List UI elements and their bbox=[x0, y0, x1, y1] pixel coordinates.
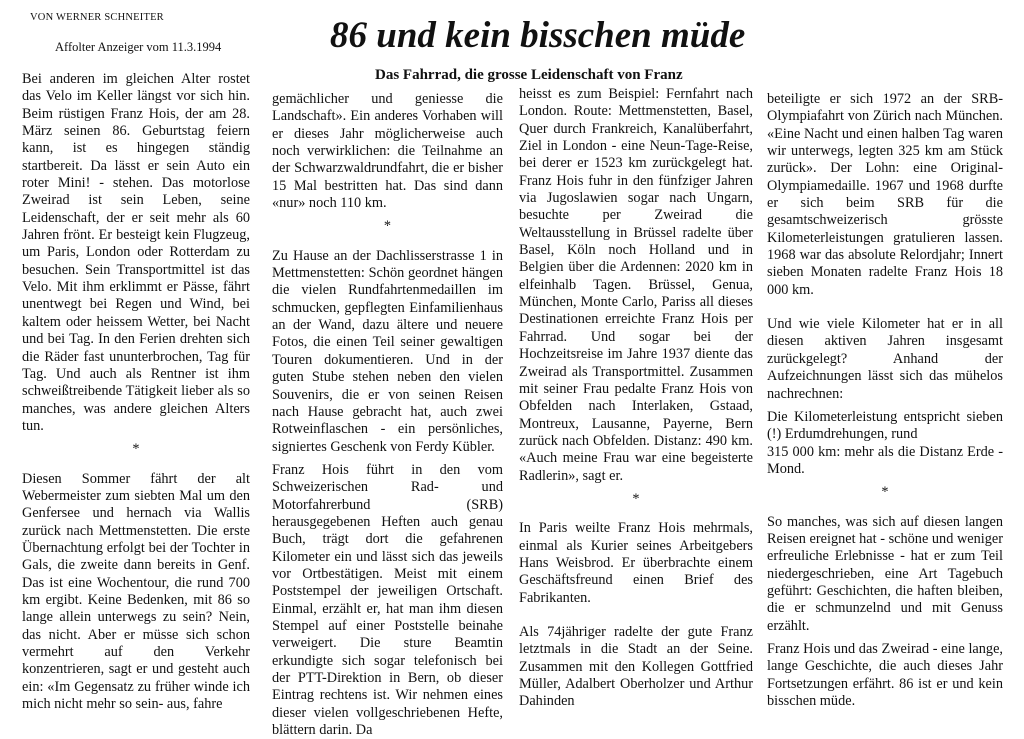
article-column-2 bbox=[272, 91, 503, 739]
section-separator: * bbox=[383, 218, 392, 235]
paragraph: Und wie viele Kilometer hat er in all diesen aktiven Jahren insgesamt zurückgelegt? Anhand der Aufzeichnungen lässt sich das mühelos nachrechnen: bbox=[767, 316, 1003, 402]
byline: VON WERNER SCHNEITER bbox=[30, 12, 164, 23]
paragraph: heisst es zum Beispiel: Fernfahrt nach London. Route: Mettmenstetten, Basel, Quer durch Frankreich, Kanalüberfahrt, Ziel in London - eine Neun-Tage-Reise, bei derer er 1523 km zurückgelegt hat. Franz Hois fuhr in den fünfziger Jahren via Jugoslawien sogar nach Ungarn, besuchte per Zweirad die Weltausstellung in Brüssel radelte über Basel, Köln noch Holland und in Belgien über die Ardennen: 2020 km in elfeinhalb Tagen. Brüssel, Genua, München, Monte Carlo, Pariss all dieses Destinationen erreichte Franz Hois per Fahrrad. Und sogar bei der Hochzeitsreise im Jahre 1937 diente das Zweirad als Transportmittel. Zusammen mit seiner Frau pedalte Franz Hois von Obfelden nach Interlaken, Gstaad, Montreux, Lausanne, Payerne, Bern zurück nach Obfelden. Distanz: 490 km. «Auch meine Frau war eine begeisterte Radlerin», sagt er. bbox=[519, 86, 753, 484]
headline: 86 und kein bisschen müde bbox=[330, 15, 746, 56]
paragraph: In Paris weilte Franz Hois mehrmals, einmal als Kurier seines Arbeitgebers Hans Weisbrod. Er überbrachte einem Geschäftsfreund einen Brief des Fabrikanten. bbox=[519, 520, 753, 606]
paragraph: Die Kilometerleistung entspricht sieben (!) Erdumdrehungen, rund bbox=[767, 408, 1003, 443]
article-column-4 bbox=[767, 91, 1003, 710]
paragraph: Franz Hois und das Zweirad - eine lange, lange Geschichte, die auch dieses Jahr Fortsetzungen erfährt. 86 ist er und kein bisschen müde. bbox=[767, 640, 1003, 709]
paragraph: Bei anderen im gleichen Alter rostet das Velo im Keller längst vor sich hin. Beim rüstigen Franz Hois, der am 28. März seinen 86. Geburtstag feiern kann, ist es hingegen ständig startbereit. Da lässt er sein Auto ein roter Mini! - stehen. Das motorlose Zweirad ist sein Leben, seine Leidenschaft, der er seit mehr als 60 Jahren frönt. Er besteigt kein Flugzeug, um Paris, London oder Rotterdam zu besuchen. Sein Transportmittel ist das Velo. Mit ihm erklimmt er Pässe, fährt unentwegt bei Regen und Wind, bei kaltem oder heissem Wetter, bei Nacht und bei Tag. In den Ferien drehten sich die Räder fast ununterbrochen, Tag für Tag. Und auch als Rentner ist ihm schweißtreibende Tätigkeit lieber als so manches, was andere gleichen Alters tun. bbox=[22, 71, 250, 434]
section-separator: * bbox=[632, 490, 640, 507]
paragraph: Als 74jähriger radelte der gute Franz letztmals in die Stadt an der Seine. Zusammen mit den Kollegen Gottfried Müller, Adalbert Oberholzer und Arthur Dahinden bbox=[519, 623, 753, 710]
section-separator: * bbox=[881, 484, 889, 501]
paragraph: So manches, was sich auf diesen langen Reisen ereignet hat - schöne und weniger erfreuliche Erlebnisse - hat er zum Teil niedergeschrieben, eine Art Tagebuch geführt: Geschichten, die haften bleiben, die er schmunzelnd und mit Genuss erzählt. bbox=[767, 513, 1003, 634]
paragraph: gemächlicher und geniesse die Landschaft». Ein anderes Vorhaben will er dieses Jahr möglicherweise auch noch verwirklichen: die Teilnahme an der Schwarzwaldrundfahrt, die er bisher 15 Mal bestritten hat. Das sind dann «nur» noch 110 km. bbox=[272, 91, 503, 212]
article-column-1 bbox=[22, 71, 250, 713]
subheadline: Das Fahrrad, die grosse Leidenschaft von Franz bbox=[375, 67, 683, 83]
article-column-3 bbox=[519, 86, 753, 711]
paragraph: 315 000 km: mehr als die Distanz Erde - Mond. bbox=[767, 443, 1003, 477]
source-line: Affolter Anzeiger vom 11.3.1994 bbox=[55, 40, 222, 54]
section-separator: * bbox=[132, 441, 140, 458]
paragraph: Diesen Sommer fährt der alt Webermeister zum siebten Mal um den Genfersee und hernach via Wallis zurück nach Mettmenstetten. Die erste Übernachtung erfolgt bei der Tochter in Gals, die zweite dann bereits in Genf. Das ist eine Wochentour, die rund 700 km ergibt. Keine Bedenken, mit 86 so lange allein unterwegs zu sein? Nein, das nicht. Aber er müsse sich schon vermehrt auf den Verkehr konzentrieren, sagt er und gesteht auch ein: «Im Gegensatz zu früher winde ich mich nicht mehr so sein- aus, fahre bbox=[22, 470, 250, 713]
paragraph: Zu Hause an der Dachlisserstrasse 1 in Mettmenstetten: Schön geordnet hängen die vielen Rundfahrtenmedaillen im schmucken, gepflegten Einfamilienhaus an der Wand, dazu ältere und neuere Fotos, die einen Teil seiner gewaltigen Touren dokumentieren. Und in der guten Stube stehen neben den vielen Souvenirs, die er von seinen Reisen nach Hause gebracht hat, auch zwei Rotweinflaschen - ein persönliches, signiertes Geschenk von Ferdy Kübler. bbox=[272, 247, 503, 455]
paragraph: beteiligte er sich 1972 an der SRB-Olympiafahrt von Zürich nach München. «Eine Nacht und einen halben Tag waren wir unterwegs, legten 325 km am Stück zurück». Der Lohn: eine Original-Olympiamedaille. 1967 und 1968 durfte er sich beim SRB für die gesamtschweizerisch grösste Kilometerleistungen gratulieren lassen. 1968 war das absolute Relordjahr; Innert sieben Monaten radelte Franz Hois 18 000 km. bbox=[767, 91, 1003, 298]
paragraph: Franz Hois führt in den vom Schweizerischen Rad- und Motorfahrerbund (SRB) herausgegebenen Heften auch genau Buch, trägt dort die gefahrenen Kilometer ein und lässt sich das jeweils vor Ortbestätigen. Meist mit einem Poststempel der jeweiligen Ortschaft. Einmal, erzählt er, hat man ihm diesen Stempel auf einer Poststelle beinahe verweigert. Die sture Beamtin erkundigte sich sogar telefonisch bei der PTT-Direktion in Bern, ob dieser Eintrag rechtens ist. Wir nehmen eines dieser vielen vollgeschriebenen Hefte, blättern darin. Da bbox=[272, 461, 503, 739]
